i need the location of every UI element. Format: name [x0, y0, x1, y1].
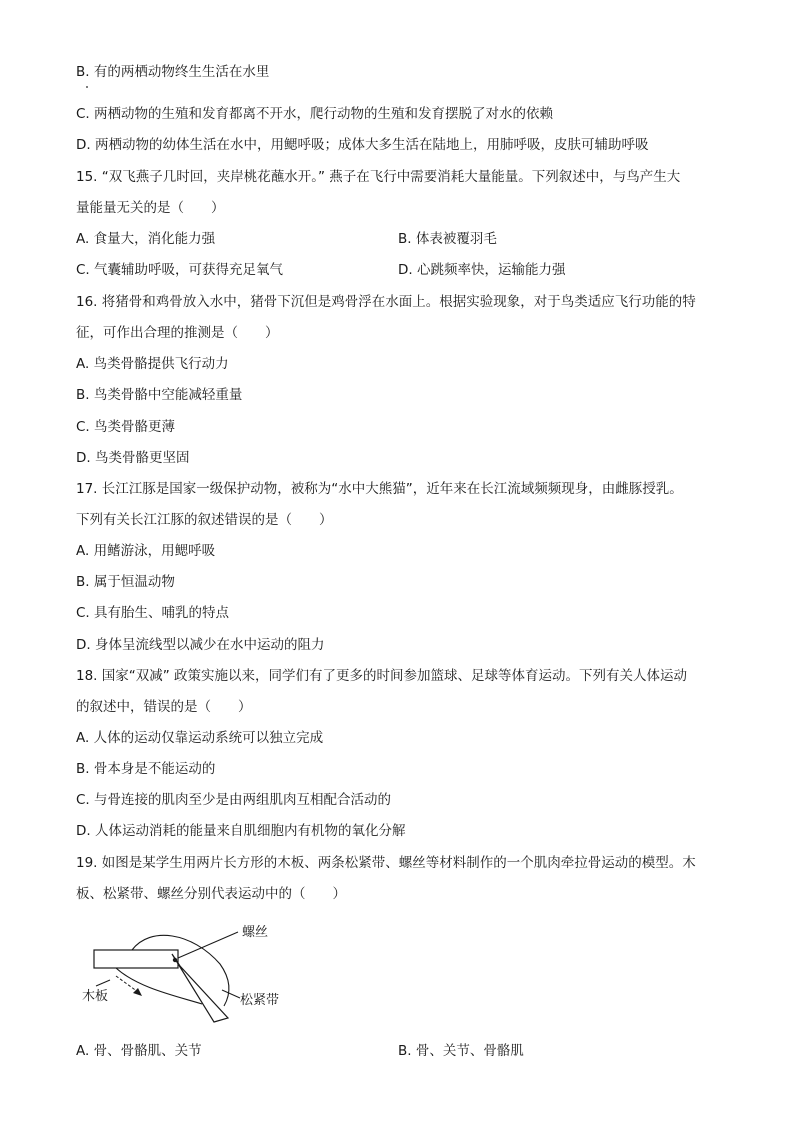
- option-19b: B. 骨、关节、骨骼肌: [398, 1043, 524, 1059]
- screw-leader-line: [178, 932, 238, 958]
- question-17-line-2: 下列有关长江江豚的叙述错误的是（ ）: [76, 512, 333, 528]
- option-16c: C. 鸟类骨骼更薄: [76, 419, 176, 435]
- option-18c: C. 与骨连接的肌肉至少是由两组肌肉互相配合活动的: [76, 792, 392, 808]
- option-15b: B. 体表被覆羽毛: [398, 231, 497, 247]
- elastic-band-upper: [132, 935, 229, 1006]
- option-18d: D. 人体运动消耗的能量来自肌细胞内有机物的氧化分解: [76, 823, 406, 839]
- option-14d: D. 两栖动物的幼体生活在水中，用鳃呼吸；成体大多生活在陆地上，用肺呼吸，皮肤可辅助呼吸: [76, 137, 649, 153]
- upper-board: [94, 950, 178, 968]
- question-17-line-1: 17. 长江江豚是国家一级保护动物，被称为“水中大熊猫”，近年来在长江流域频频现身，由雌豚授乳。: [76, 481, 683, 497]
- option-18b: B. 骨本身是不能运动的: [76, 761, 216, 777]
- question-18-line-2: 的叙述中，错误的是（ ）: [76, 699, 252, 715]
- board-leader-line: [96, 980, 110, 986]
- screw: [173, 958, 177, 962]
- question-15-line-1: 15. “双飞燕子几时回，夹岸桃花蘸水开。” 燕子在飞行中需要消耗大量能量。下列叙述中，与鸟产生大: [76, 169, 681, 185]
- option-14b: B. 有的两栖动物终生生活在水里: [76, 64, 270, 80]
- question-19-line-1: 19. 如图是某学生用两片长方形的木板、两条松紧带、螺丝等材料制作的一个肌肉牵拉骨运动的模型。木: [76, 855, 696, 871]
- option-14c: C. 两栖动物的生殖和发育都离不开水，爬行动物的生殖和发育摆脱了对水的依赖: [76, 106, 554, 122]
- option-16a: A. 鸟类骨骼提供飞行动力: [76, 356, 229, 372]
- muscle-model-figure: [80, 918, 310, 1030]
- option-17d: D. 身体呈流线型以减少在水中运动的阻力: [76, 637, 325, 653]
- option-19a: A. 骨、骨骼肌、关节: [76, 1043, 202, 1059]
- option-15a: A. 食量大，消化能力强: [76, 231, 216, 247]
- option-17b: B. 属于恒温动物: [76, 574, 175, 590]
- option-16d: D. 鸟类骨骼更坚固: [76, 450, 190, 466]
- question-16-line-1: 16. 将猪骨和鸡骨放入水中，猪骨下沉但是鸡骨浮在水面上。根据实验现象，对于鸟类适应飞行功能的特: [76, 294, 696, 310]
- question-19-line-2: 板、松紧带、螺丝分别代表运动中的（ ）: [76, 886, 346, 902]
- option-17c: C. 具有胎生、哺乳的特点: [76, 605, 230, 621]
- label-band: 松紧带: [240, 993, 280, 1008]
- option-15c: C. 气囊辅助呼吸，可获得充足氧气: [76, 262, 284, 278]
- question-15-line-2: 量能量无关的是（ ）: [76, 200, 225, 216]
- label-screw: 螺丝: [242, 925, 269, 940]
- question-18-line-1: 18. 国家“双减” 政策实施以来，同学们有了更多的时间参加篮球、足球等体育运动。下列有关人体运动: [76, 668, 688, 684]
- option-17a: A. 用鳍游泳，用鳃呼吸: [76, 543, 216, 559]
- label-board: 木板: [82, 989, 109, 1004]
- option-16b: B. 鸟类骨骼中空能减轻重量: [76, 387, 243, 403]
- stray-dot: [86, 86, 88, 88]
- option-18a: A. 人体的运动仅靠运动系统可以独立完成: [76, 730, 324, 746]
- band-leader-line: [222, 990, 240, 998]
- question-16-line-2: 征，可作出合理的推测是（ ）: [76, 325, 279, 341]
- motion-arrow-shaft: [116, 976, 138, 992]
- option-15d: D. 心跳频率快，运输能力强: [398, 262, 566, 278]
